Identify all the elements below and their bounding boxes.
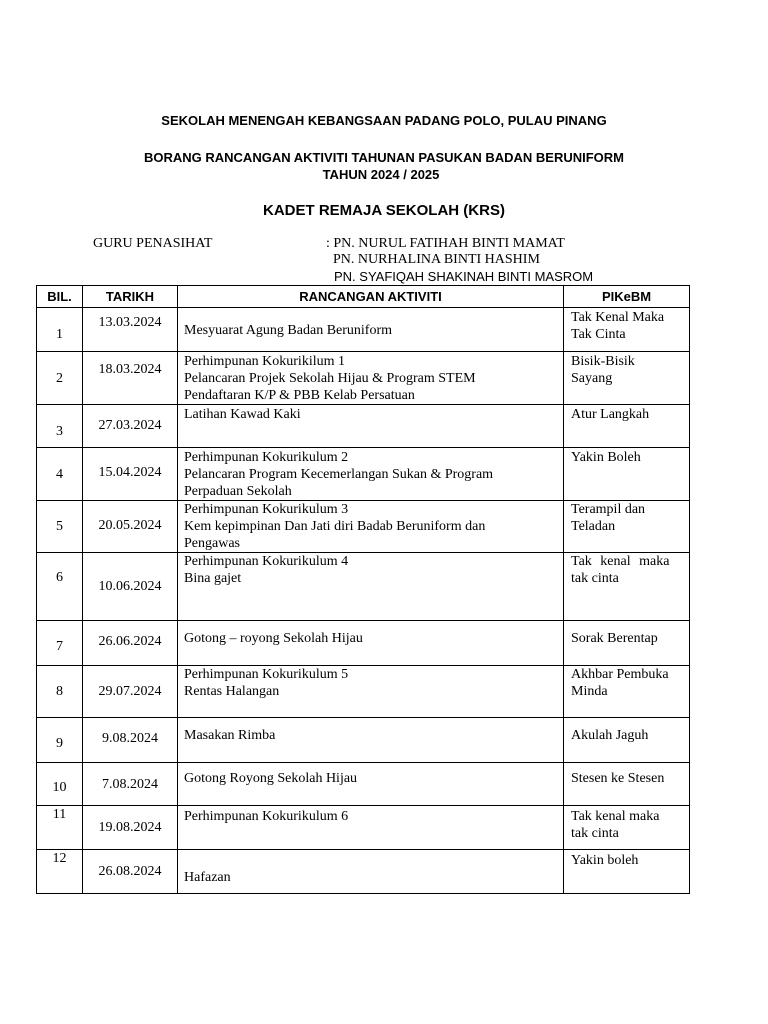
activity-line: Gotong – royong Sekolah Hijau — [184, 631, 363, 646]
row-pikebm — [571, 553, 684, 620]
row-date: 26.06.2024 — [98, 634, 162, 649]
table-row — [37, 553, 690, 621]
activity-line: Pelancaran Projek Sekolah Hijau & Program STEM — [184, 371, 476, 386]
pikebm-line: Akulah Jaguh — [571, 728, 649, 743]
activity-line: Hafazan — [184, 870, 231, 885]
table-header-row — [37, 286, 690, 308]
table-row — [37, 621, 690, 666]
activity-line: Gotong Royong Sekolah Hijau — [184, 771, 358, 786]
row-activity — [184, 553, 563, 620]
row-date: 13.03.2024 — [98, 315, 162, 330]
row-activity — [184, 666, 563, 717]
row-date: 26.08.2024 — [98, 864, 162, 879]
pikebm-line: Atur Langkah — [571, 407, 650, 422]
activity-line: Perhimpunan Kokurikulum 2 — [184, 450, 349, 465]
table-row — [37, 308, 690, 352]
row-activity — [184, 806, 563, 851]
row-date: 18.03.2024 — [98, 362, 162, 377]
pikebm-line: Bisik-Bisik — [571, 354, 635, 369]
row-number: 12 — [52, 851, 67, 866]
row-number: 11 — [52, 807, 67, 822]
table-row — [37, 405, 690, 448]
form-year: TAHUN 2024 / 2025 — [322, 167, 440, 182]
row-date: 29.07.2024 — [98, 684, 162, 699]
row-number: 7 — [56, 639, 63, 654]
row-date: 15.04.2024 — [98, 465, 162, 480]
row-pikebm — [571, 666, 684, 717]
activity-line: Pendaftaran K/P & PBB Kelab Persatuan — [184, 388, 415, 403]
pikebm-line: Tak Cinta — [571, 327, 626, 342]
row-number: 5 — [56, 519, 63, 534]
advisor-name: : PN. NURUL FATIHAH BINTI MAMAT — [326, 236, 565, 251]
table-row — [37, 850, 690, 894]
row-number: 1 — [56, 327, 63, 342]
advisor-name: PN. SYAFIQAH SHAKINAH BINTI MASROM — [334, 269, 594, 284]
pikebm-line: tak cinta — [571, 571, 619, 586]
row-number: 2 — [56, 371, 63, 386]
header-aktiviti: RANCANGAN AKTIVITI — [178, 286, 564, 308]
row-pikebm — [571, 352, 684, 405]
pikebm-line: tak cinta — [571, 826, 619, 841]
row-number: 10 — [52, 780, 67, 795]
activity-table — [36, 285, 690, 894]
activity-line: Kem kepimpinan Dan Jati diri Badab Beruniform dan — [184, 519, 486, 534]
activity-line: Pelancaran Program Kecemerlangan Sukan & Program — [184, 467, 494, 482]
row-pikebm — [571, 806, 684, 851]
row-activity — [184, 352, 563, 405]
row-date: 19.08.2024 — [98, 820, 162, 835]
row-date: 10.06.2024 — [98, 579, 162, 594]
activity-line: Pengawas — [184, 536, 240, 551]
row-activity — [184, 763, 563, 812]
row-date: 7.08.2024 — [102, 777, 158, 792]
row-number: 8 — [56, 684, 63, 699]
row-date: 20.05.2024 — [98, 518, 162, 533]
activity-line: Perhimpunan Kokurikulum 6 — [184, 809, 349, 824]
advisor-label: GURU PENASIHAT — [93, 236, 213, 251]
form-title: BORANG RANCANGAN AKTIVITI TAHUNAN PASUKAN BADAN BERUNIFORM — [143, 150, 625, 165]
pikebm-line: Sorak Berentap — [571, 631, 658, 646]
activity-line: Perhimpunan Kokurikilum 1 — [184, 354, 345, 369]
advisor-name: PN. NURHALINA BINTI HASHIM — [333, 252, 540, 267]
unit-title: KADET REMAJA SEKOLAH (KRS) — [263, 202, 505, 219]
activity-line: Perpaduan Sekolah — [184, 484, 292, 499]
row-pikebm — [571, 405, 684, 448]
activity-line: Mesyuarat Agung Badan Beruniform — [184, 323, 393, 338]
row-pikebm — [571, 448, 684, 501]
pikebm-line: Stesen ke Stesen — [571, 771, 665, 786]
table-row — [37, 666, 690, 718]
row-activity — [184, 501, 563, 552]
activity-line: Perhimpunan Kokurikulum 4 — [184, 554, 349, 569]
activity-line: Bina gajet — [184, 571, 242, 586]
row-pikebm — [571, 763, 684, 812]
table-row — [37, 448, 690, 501]
pikebm-line: Tak Kenal Maka — [571, 310, 665, 325]
row-number: 9 — [56, 736, 63, 751]
row-number: 6 — [56, 570, 63, 585]
pikebm-line: Yakin Boleh — [571, 450, 641, 465]
pikebm-line: Yakin boleh — [571, 853, 639, 868]
pikebm-line: Tak kenal maka — [571, 554, 670, 569]
pikebm-line: Tak kenal maka — [571, 809, 660, 824]
table-row — [37, 806, 690, 850]
school-name: SEKOLAH MENENGAH KEBANGSAAN PADANG POLO, PULAU PINANG — [161, 113, 607, 128]
activity-line: Latihan Kawad Kaki — [184, 407, 301, 422]
pikebm-line: Terampil dan — [571, 502, 646, 517]
activity-line: Rentas Halangan — [184, 684, 280, 699]
row-number: 4 — [56, 467, 63, 482]
row-pikebm — [571, 501, 684, 552]
table-row — [37, 501, 690, 553]
row-activity — [184, 405, 563, 448]
row-date: 27.03.2024 — [98, 418, 162, 433]
table-row — [37, 352, 690, 405]
header-bil: BIL. — [37, 286, 83, 308]
header-tarikh: TARIKH — [83, 286, 178, 308]
row-pikebm — [571, 850, 684, 895]
table-row — [37, 718, 690, 763]
pikebm-line: Akhbar Pembuka — [571, 667, 669, 682]
header-pikebm: PIKeBM — [564, 286, 690, 308]
row-activity — [184, 448, 563, 501]
row-number: 3 — [56, 424, 63, 439]
activity-line: Masakan Rimba — [184, 728, 276, 743]
pikebm-line: Minda — [571, 684, 608, 699]
table-row — [37, 763, 690, 806]
pikebm-line: Sayang — [571, 371, 613, 386]
activity-line: Perhimpunan Kokurikulum 3 — [184, 502, 349, 517]
row-date: 9.08.2024 — [102, 731, 158, 746]
pikebm-line: Teladan — [571, 519, 616, 534]
row-activity — [184, 850, 563, 912]
row-pikebm — [571, 308, 684, 352]
activity-line: Perhimpunan Kokurikulum 5 — [184, 667, 349, 682]
